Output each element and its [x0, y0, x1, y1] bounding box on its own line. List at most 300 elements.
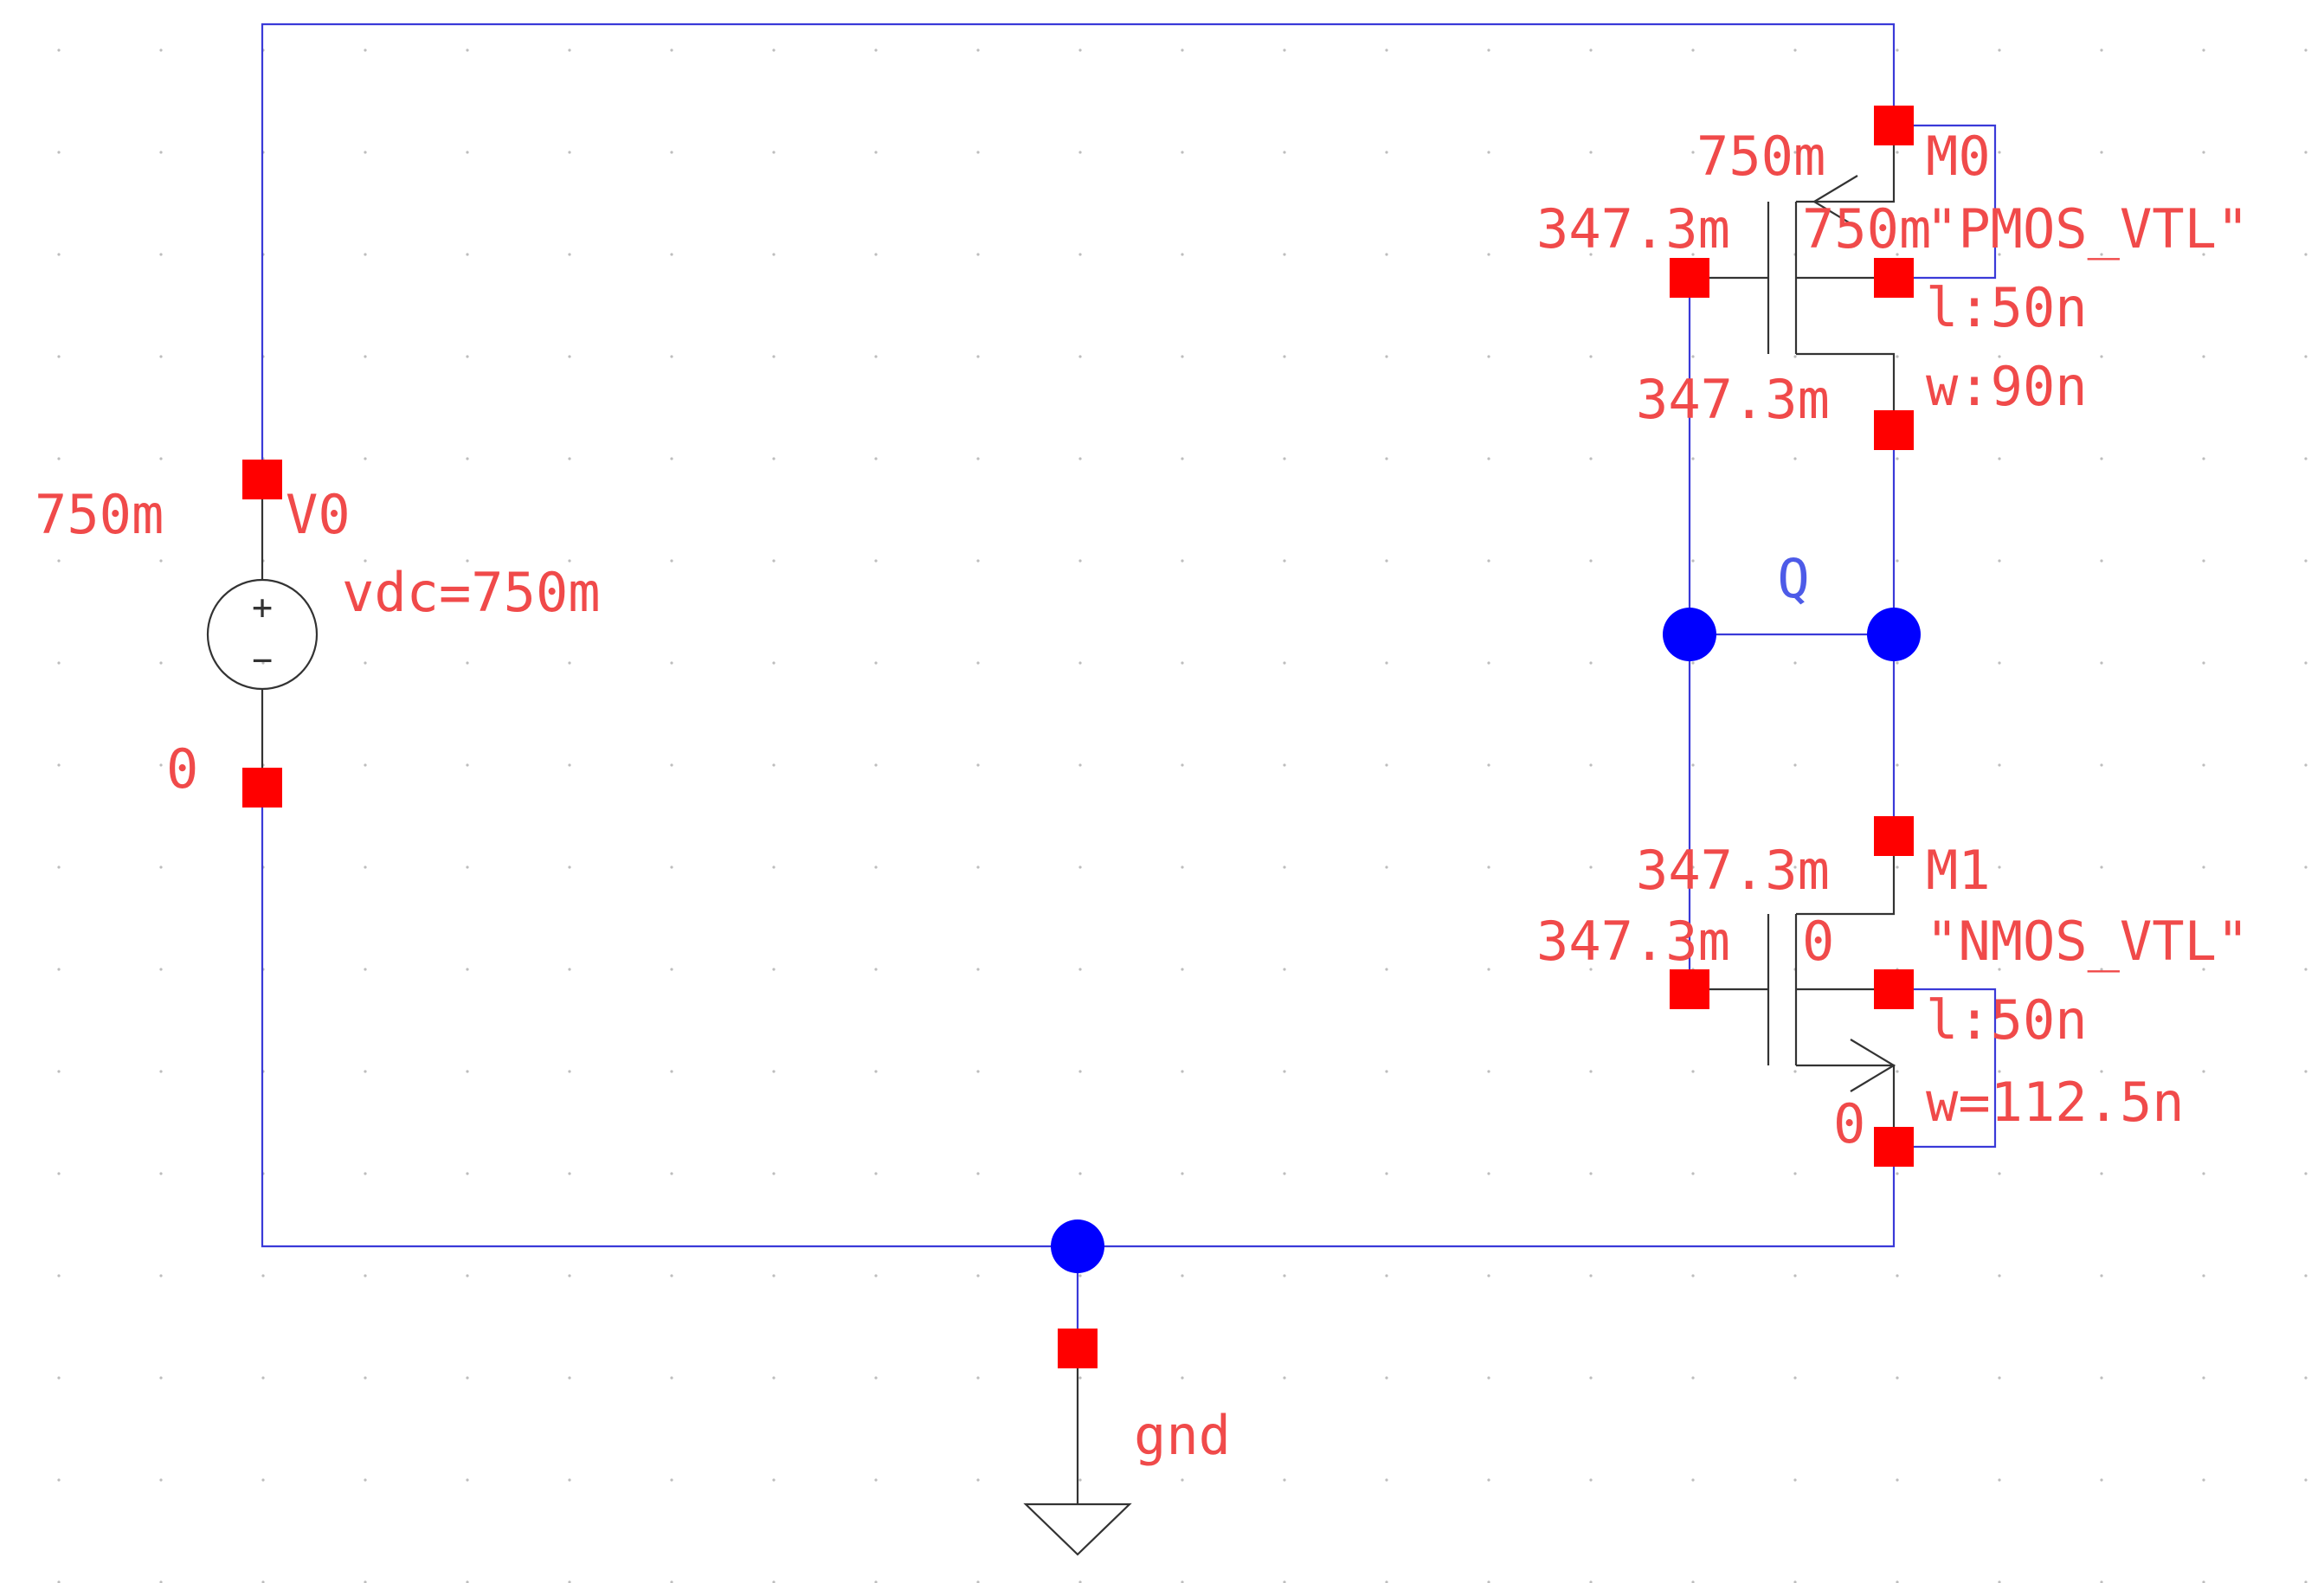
grid-dot — [1181, 1376, 1183, 1379]
grid-dot — [159, 763, 162, 766]
pin-pmos-bulk[interactable] — [1874, 258, 1914, 298]
grid-dot — [1487, 1478, 1490, 1481]
nmos-length: l:50n — [1926, 988, 2088, 1052]
pin-source-minus[interactable] — [242, 768, 282, 808]
pin-pmos-gate[interactable] — [1670, 258, 1709, 298]
grid-dot — [1181, 1478, 1183, 1481]
grid-dot — [2304, 1070, 2307, 1072]
grid-dot — [1691, 1172, 1694, 1174]
grid-dot — [1691, 48, 1694, 51]
grid-dot — [1896, 1478, 1898, 1481]
grid-dot — [874, 253, 877, 255]
grid-dot — [466, 151, 468, 153]
grid-dot — [1589, 1478, 1592, 1481]
grid-dot — [159, 355, 162, 357]
grid-dot — [1487, 1070, 1490, 1072]
grid-dot — [1589, 866, 1592, 868]
grid-dot — [1691, 457, 1694, 460]
grid-dot — [1181, 457, 1183, 460]
pmos-gate-voltage: 347.3m — [1536, 197, 1730, 261]
grid-dot — [568, 48, 570, 51]
grid-dot — [1283, 661, 1285, 664]
grid-dot — [670, 661, 673, 664]
grid-dot — [1793, 1274, 1796, 1277]
grid-dot — [568, 763, 570, 766]
grid-dot — [1589, 559, 1592, 562]
grid-dot — [1181, 661, 1183, 664]
grid-dot — [2100, 763, 2102, 766]
grid-dot — [2304, 1376, 2307, 1379]
grid-dot — [670, 1478, 673, 1481]
grid-dot — [874, 355, 877, 357]
grid-dot — [466, 1172, 468, 1174]
grid-dot — [1998, 1274, 2000, 1277]
grid-dot — [874, 1376, 877, 1379]
grid-dot — [772, 661, 775, 664]
grid-dot — [874, 1070, 877, 1072]
grid-dot — [1078, 1478, 1081, 1481]
grid-dot — [364, 763, 366, 766]
grid-dot — [1385, 355, 1387, 357]
grid-dot — [1385, 559, 1387, 562]
grid-dot — [976, 1376, 979, 1379]
grid-dot — [1487, 559, 1490, 562]
grid-dot — [159, 253, 162, 255]
grid-dot — [1691, 151, 1694, 153]
grid-dot — [1078, 1376, 1081, 1379]
grid-dot — [2304, 48, 2307, 51]
grid-dot — [2202, 457, 2205, 460]
grid-dot — [772, 1172, 775, 1174]
grid-dot — [364, 457, 366, 460]
grid-dot — [466, 355, 468, 357]
grid-dot — [568, 1478, 570, 1481]
grid-dot — [568, 355, 570, 357]
grid-dot — [1487, 866, 1490, 868]
grid-dot — [1283, 763, 1285, 766]
grid-dot — [1691, 763, 1694, 766]
grid-dot — [874, 1172, 877, 1174]
grid-dot — [159, 1070, 162, 1072]
grid-dot — [568, 968, 570, 970]
grid-dot — [2202, 48, 2205, 51]
grid-dot — [1181, 968, 1183, 970]
grid-dot — [1896, 48, 1898, 51]
grid-dot — [1896, 1376, 1898, 1379]
grid-dot — [2304, 151, 2307, 153]
grid-dot — [1181, 253, 1183, 255]
grid-dot — [1589, 661, 1592, 664]
grid-dot — [466, 968, 468, 970]
grid-dot — [364, 866, 366, 868]
grid-dot — [1998, 151, 2000, 153]
grid-dot — [364, 1172, 366, 1174]
grid-dot — [2304, 559, 2307, 562]
grid-dot — [874, 457, 877, 460]
grid-dot — [1691, 355, 1694, 357]
grid-dot — [2304, 1478, 2307, 1481]
grid-dot — [1385, 253, 1387, 255]
grid-dot — [1181, 763, 1183, 766]
grid-dot — [159, 151, 162, 153]
grid-dot — [1078, 48, 1081, 51]
grid-dot — [2100, 355, 2102, 357]
grid-dot — [159, 48, 162, 51]
grid-dot — [1385, 1070, 1387, 1072]
grid-dot — [670, 1070, 673, 1072]
grid-dot — [874, 866, 877, 868]
grid-dot — [1078, 968, 1081, 970]
nmos-width: w=112.5n — [1926, 1071, 2185, 1134]
grid-dot — [2100, 1172, 2102, 1174]
grid-dot — [1589, 457, 1592, 460]
grid-dot — [772, 48, 775, 51]
grid-dot — [1181, 1070, 1183, 1072]
grid-dot — [2202, 1376, 2205, 1379]
grid-dot — [1283, 1274, 1285, 1277]
grid-dot — [1078, 559, 1081, 562]
grid-dot — [2100, 151, 2102, 153]
grid-dot — [1589, 1172, 1592, 1174]
grid-dot — [2202, 1274, 2205, 1277]
grid-dot — [772, 151, 775, 153]
grid-dot — [1896, 866, 1898, 868]
grid-dot — [57, 968, 60, 970]
grid-dot — [364, 1070, 366, 1072]
ground-symbol[interactable] — [1026, 1348, 1130, 1554]
source-param: vdc=750m — [342, 561, 601, 624]
grid-dot — [2100, 866, 2102, 868]
grid-dot — [1998, 457, 2000, 460]
grid-dot — [772, 866, 775, 868]
wires — [262, 24, 1995, 1348]
grid-dot — [874, 1274, 877, 1277]
grid-dot — [670, 968, 673, 970]
grid-dot — [1487, 457, 1490, 460]
grid-dot — [57, 151, 60, 153]
grid-dot — [1998, 866, 2000, 868]
grid-dot — [1793, 1070, 1796, 1072]
source-top-voltage: 750m — [35, 483, 164, 546]
pmos-drain-voltage: 347.3m — [1636, 368, 1830, 431]
grid-dot — [976, 968, 979, 970]
pmos-width: w:90n — [1926, 355, 2088, 418]
grid-dot — [57, 866, 60, 868]
grid-dot — [772, 1070, 775, 1072]
grid-dot — [670, 457, 673, 460]
grid-dot — [1283, 559, 1285, 562]
pins — [242, 106, 1914, 1368]
grid-dot — [1487, 661, 1490, 664]
grid-dot — [2202, 355, 2205, 357]
grid-dot — [1793, 457, 1796, 460]
pin-nmos-gate[interactable] — [1670, 969, 1709, 1009]
grid-dot — [1589, 763, 1592, 766]
grid-dot — [1078, 457, 1081, 460]
grid-dot — [2202, 151, 2205, 153]
grid-dot — [772, 763, 775, 766]
node-ground[interactable] — [1051, 1219, 1104, 1273]
grid-dot — [159, 661, 162, 664]
grid-dot — [2304, 457, 2307, 460]
grid-dot — [1487, 151, 1490, 153]
grid-dot — [1896, 1070, 1898, 1072]
grid-dot — [1181, 355, 1183, 357]
grid-dot — [1998, 1172, 2000, 1174]
grid-dot — [159, 559, 162, 562]
pmos-source-voltage: 750m — [1696, 125, 1826, 188]
grid-dot — [159, 968, 162, 970]
grid-dot — [1181, 1274, 1183, 1277]
pmos-bulk-voltage: 750m — [1802, 197, 1932, 261]
grid-dot — [1078, 253, 1081, 255]
grid-dot — [2304, 866, 2307, 868]
grid-dot — [976, 763, 979, 766]
grid-dot — [1998, 763, 2000, 766]
grid-dot — [772, 968, 775, 970]
grid-dot — [364, 1376, 366, 1379]
grid-dot — [159, 457, 162, 460]
grid-dot — [1078, 1070, 1081, 1072]
grid-dot — [57, 661, 60, 664]
grid-dot — [874, 661, 877, 664]
grid-dot — [1283, 1376, 1285, 1379]
grid-dot — [2100, 457, 2102, 460]
grid-dot — [1385, 48, 1387, 51]
grid-dot — [1691, 661, 1694, 664]
pmos-model: "PMOS_VTL" — [1926, 197, 2250, 261]
ground-label: gnd — [1134, 1404, 1231, 1467]
grid-dot — [1998, 1376, 2000, 1379]
grid-dot — [976, 661, 979, 664]
grid-dot — [874, 48, 877, 51]
grid-dot — [568, 1376, 570, 1379]
grid-dot — [2304, 1172, 2307, 1174]
ground-triangle — [1026, 1504, 1130, 1554]
grid-dot — [1487, 253, 1490, 255]
grid-dot — [1385, 763, 1387, 766]
grid-dot — [1793, 1376, 1796, 1379]
grid-dot — [57, 355, 60, 357]
grid-dot — [2100, 1376, 2102, 1379]
grid-dot — [976, 48, 979, 51]
grid-dot — [2202, 661, 2205, 664]
grid-dot — [976, 559, 979, 562]
grid-dot — [2304, 661, 2307, 664]
grid-dot — [874, 968, 877, 970]
grid-dot — [670, 48, 673, 51]
grid-dot — [364, 151, 366, 153]
grid-dot — [976, 1274, 979, 1277]
grid-dot — [1385, 1172, 1387, 1174]
grid-dot — [1078, 1274, 1081, 1277]
grid-dot — [568, 457, 570, 460]
grid-dot — [568, 1274, 570, 1277]
grid-dot — [57, 559, 60, 562]
grid-dot — [670, 1274, 673, 1277]
grid-dot — [1589, 355, 1592, 357]
pin-nmos-drain[interactable] — [1874, 816, 1914, 856]
grid-dot — [466, 661, 468, 664]
grid-dot — [1283, 253, 1285, 255]
grid-dot — [568, 1070, 570, 1072]
grid-dot — [1283, 968, 1285, 970]
grid-dot — [1896, 355, 1898, 357]
grid-dot — [670, 355, 673, 357]
pmos-name: M0 — [1926, 125, 1991, 188]
grid-dot — [1283, 866, 1285, 868]
grid-dot — [772, 559, 775, 562]
grid-dot — [772, 1478, 775, 1481]
grid-dot — [874, 151, 877, 153]
grid-dot — [1181, 866, 1183, 868]
grid-dot — [57, 1070, 60, 1072]
grid-dot — [466, 1070, 468, 1072]
grid-dot — [670, 1376, 673, 1379]
pin-pmos-source[interactable] — [1874, 106, 1914, 145]
node-q-left[interactable] — [1663, 608, 1716, 661]
grid-dot — [976, 1172, 979, 1174]
pin-source-plus[interactable] — [242, 460, 282, 499]
nmos-source-voltage: 0 — [1833, 1092, 1866, 1155]
grid-dot — [2100, 661, 2102, 664]
grid-dot — [1998, 661, 2000, 664]
grid-dot — [1589, 151, 1592, 153]
grid-dot — [364, 48, 366, 51]
nmos-name: M1 — [1926, 839, 1991, 902]
grid-dot — [1487, 1172, 1490, 1174]
grid-dot — [874, 1478, 877, 1481]
grid-dot — [2202, 1478, 2205, 1481]
grid-dot — [1896, 457, 1898, 460]
grid-dot — [1487, 1274, 1490, 1277]
grid-dot — [670, 1172, 673, 1174]
grid-dot — [1283, 1070, 1285, 1072]
grid-dot — [364, 1478, 366, 1481]
grid-dot — [772, 253, 775, 255]
grid-dot — [466, 253, 468, 255]
source-name: V0 — [286, 483, 351, 546]
grid-dot — [568, 151, 570, 153]
grid-dot — [2100, 1478, 2102, 1481]
grid-dot — [1283, 1478, 1285, 1481]
grid-dot — [976, 1070, 979, 1072]
grid-dot — [1078, 866, 1081, 868]
grid-dot — [466, 1274, 468, 1277]
grid-dot — [1793, 661, 1796, 664]
grid-dot — [976, 253, 979, 255]
grid-dot — [364, 1274, 366, 1277]
grid-dot — [670, 866, 673, 868]
grid-dot — [2100, 1274, 2102, 1277]
pin-ground[interactable] — [1058, 1329, 1098, 1368]
grid-dot — [57, 48, 60, 51]
grid-dot — [159, 1376, 162, 1379]
grid-dot — [2304, 1274, 2307, 1277]
grid-dot — [670, 559, 673, 562]
grid-dot — [364, 253, 366, 255]
node-q-right[interactable] — [1867, 608, 1921, 661]
grid-dot — [1181, 559, 1183, 562]
grid-dot — [1385, 1478, 1387, 1481]
grid-dot — [159, 1172, 162, 1174]
grid-dot — [2304, 763, 2307, 766]
grid-dot — [976, 355, 979, 357]
grid-dot — [1589, 1274, 1592, 1277]
grid-dot — [364, 661, 366, 664]
grid-dot — [1487, 968, 1490, 970]
grid-dot — [670, 253, 673, 255]
grid-dot — [1589, 1376, 1592, 1379]
grid-dot — [772, 457, 775, 460]
nmos-bulk-voltage: 0 — [1802, 910, 1835, 973]
grid-dot — [1181, 1172, 1183, 1174]
grid-dot — [1793, 1172, 1796, 1174]
grid-dot — [1896, 1172, 1898, 1174]
grid-dot — [1896, 1274, 1898, 1277]
grid-dot — [772, 355, 775, 357]
grid-dot — [261, 1478, 264, 1481]
grid-dot — [772, 1274, 775, 1277]
grid-dot — [1283, 151, 1285, 153]
grid-dot — [1589, 1070, 1592, 1072]
pin-pmos-drain[interactable] — [1874, 410, 1914, 450]
grid-dot — [1487, 763, 1490, 766]
grid-dot — [976, 866, 979, 868]
nmos-model: "NMOS_VTL" — [1926, 910, 2250, 973]
grid-dot — [874, 763, 877, 766]
grid-dot — [1283, 1172, 1285, 1174]
grid-dot — [772, 1376, 775, 1379]
grid-dot — [261, 1376, 264, 1379]
grid-dot — [57, 1478, 60, 1481]
grid-dot — [1691, 1274, 1694, 1277]
net-label-q: Q — [1777, 547, 1810, 610]
grid-dot — [1896, 661, 1898, 664]
grid-dot — [1181, 151, 1183, 153]
grid-dot — [159, 1274, 162, 1277]
grid-dot — [2304, 968, 2307, 970]
grid-dot — [1487, 355, 1490, 357]
grid-dot — [1691, 559, 1694, 562]
nmos-drain-voltage: 347.3m — [1636, 839, 1830, 902]
grid-dot — [2304, 355, 2307, 357]
grid-dot — [976, 457, 979, 460]
grid-dot — [1385, 151, 1387, 153]
grid-dot — [57, 253, 60, 255]
grid-dot — [159, 1478, 162, 1481]
grid-dot — [466, 1376, 468, 1379]
grid-dot — [364, 968, 366, 970]
grid-dot — [466, 763, 468, 766]
grid-dot — [2202, 866, 2205, 868]
grid-dot — [568, 1172, 570, 1174]
grid-dot — [1385, 661, 1387, 664]
grid-dot — [1998, 559, 2000, 562]
grid-dot — [1896, 151, 1898, 153]
pin-nmos-source[interactable] — [1874, 1127, 1914, 1167]
grid-dot — [2202, 1172, 2205, 1174]
grid-dot — [1793, 355, 1796, 357]
grid-dot — [1283, 457, 1285, 460]
grid-dot — [1385, 866, 1387, 868]
grid-dot — [1078, 355, 1081, 357]
grid-dot — [1691, 1478, 1694, 1481]
grid-dot — [2202, 1070, 2205, 1072]
grid-dot — [1691, 1376, 1694, 1379]
grid-dot — [1283, 48, 1285, 51]
pin-nmos-bulk[interactable] — [1874, 969, 1914, 1009]
